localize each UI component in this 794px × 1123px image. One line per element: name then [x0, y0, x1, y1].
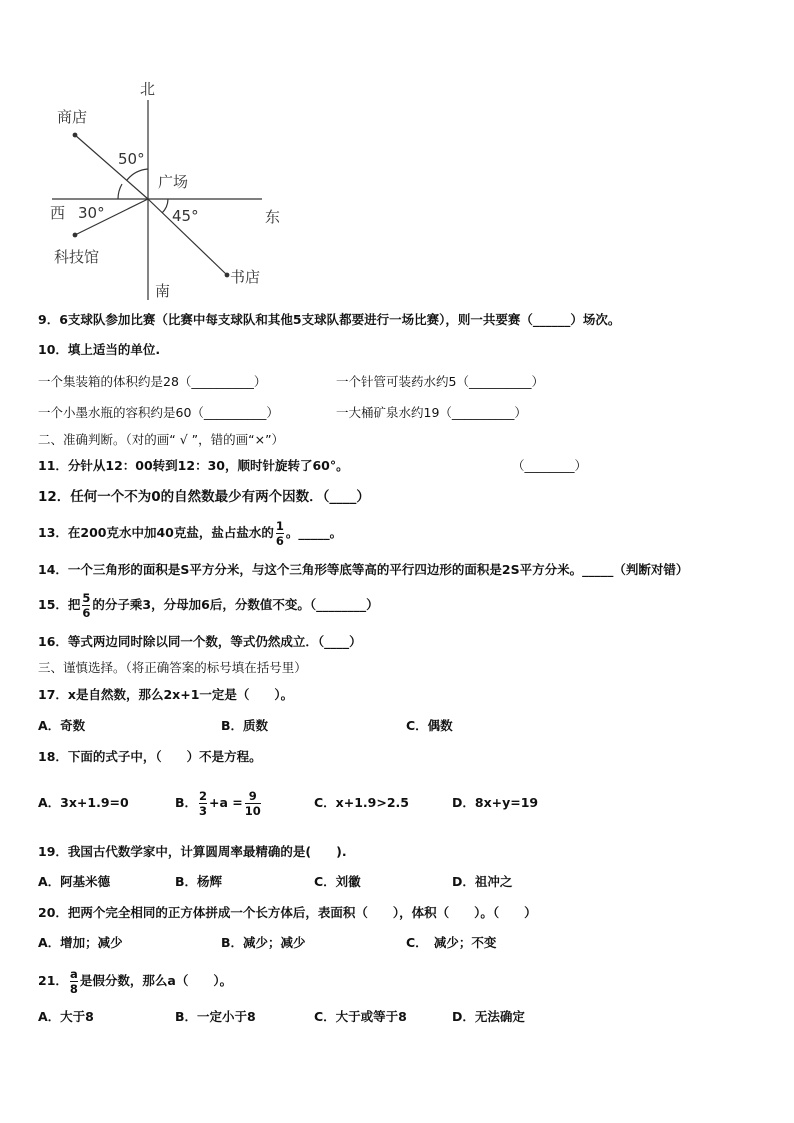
angle-shop-label: 50°: [118, 150, 145, 168]
center-label: 广场: [158, 173, 189, 191]
question-13-pre: 13．在200克水中加40克盐，盐占盐水的: [38, 525, 274, 540]
question-11: 11．分针从12：00转到12：30，顺时针旋转了60°。: [38, 458, 349, 473]
q17-option-b: B．质数: [221, 718, 269, 733]
question-17: 17．x是自然数，那么2x+1一定是（ ）。: [38, 687, 294, 702]
tech-label: 科技馆: [54, 248, 100, 266]
question-10-title: 10．填上适当的单位.: [38, 342, 161, 357]
question-10-d: 一大桶矿泉水约19（__________）: [336, 405, 527, 420]
angle-arc-shop: [127, 169, 148, 180]
east-label: 东: [265, 208, 281, 226]
q19-option-c: C．刘徽: [314, 874, 361, 889]
question-15-post: 的分子乘3，分母加6后，分数值不变。（________）: [92, 597, 379, 612]
question-10-c: 一个小墨水瓶的容积约是60（__________）: [38, 405, 279, 420]
q20-option-a: A．增加；减少: [38, 935, 123, 950]
angle-arc-tech: [118, 184, 122, 199]
q19-option-a: A．阿基米德: [38, 874, 111, 889]
section-3-heading: 三、谨慎选择。（将正确答案的标号填在括号里）: [38, 660, 307, 675]
q21-option-a: A．大于8: [38, 1009, 94, 1024]
fraction-5-6: [82, 592, 90, 619]
question-16: 16．等式两边同时除以同一个数，等式仍然成立．（____）: [38, 634, 362, 649]
fraction-1-6: [276, 520, 284, 547]
q17-option-a: A．奇数: [38, 718, 86, 733]
question-13-post: 。_____。: [285, 525, 343, 540]
question-15: [38, 588, 379, 622]
angle-book-label: 45°: [172, 207, 199, 225]
shop-point: [73, 133, 78, 138]
angle-arc-book: [162, 199, 168, 213]
q20-option-b: B．减少；减少: [221, 935, 306, 950]
fraction-9-10: $\frac{9}{10}$: [244, 789, 261, 818]
fraction-denominator: 6: [275, 534, 284, 548]
question-15-pre: 15．把: [38, 597, 81, 612]
question-10-b: 一个针管可装药水约5（__________）: [336, 374, 544, 389]
question-21-number: 21．: [38, 973, 68, 988]
question-12: 12．任何一个不为0的自然数最少有两个因数．（____）: [38, 489, 370, 505]
q21-option-c: C．大于或等于8: [314, 1009, 407, 1024]
south-label: 南: [155, 282, 171, 300]
option-letter: B．: [175, 795, 198, 810]
fraction-a-8: $\frac{a}{8}$: [69, 967, 78, 996]
bookstore-label: 书店: [230, 268, 261, 286]
question-20: 20．把两个完全相同的正方体拼成一个长方体后，表面积（ ），体积（ ）。（ ）: [38, 905, 537, 920]
question-18: 18．下面的式子中，（ ）不是方程。: [38, 749, 262, 764]
fraction-numerator: 5: [82, 591, 91, 605]
q21-option-b: B．一定小于8: [175, 1009, 256, 1024]
angle-tech-label: 30°: [78, 204, 105, 222]
direction-diagram: [40, 72, 340, 302]
shop-label: 商店: [57, 108, 88, 126]
question-14: 14．一个三角形的面积是S平方分米，与这个三角形等底等高的平行四边形的面积是2S平方分米。_____（判断对错）: [38, 562, 689, 577]
q20-option-c: C． 减少；不变: [406, 935, 497, 950]
q19-option-d: D．祖冲之: [452, 874, 513, 889]
question-13: [38, 516, 342, 550]
question-21-text: 是假分数，那么a（ ）。: [79, 973, 233, 988]
tech-point: [73, 233, 78, 238]
question-21: [38, 962, 232, 1000]
q18-option-d: D．8x+y=19: [452, 795, 539, 810]
q18-option-b: [175, 781, 263, 825]
question-10-a: 一个集装箱的体积约是28（__________）: [38, 374, 267, 389]
q19-option-b: B．杨辉: [175, 874, 223, 889]
bookstore-point: [225, 273, 230, 278]
q17-option-c: C．偶数: [406, 718, 453, 733]
question-9: 9．6支球队参加比赛（比赛中每支球队和其他5支球队都要进行一场比赛），则一共要赛（______）场次。: [38, 312, 621, 327]
q21-option-d: D．无法确定: [452, 1009, 525, 1024]
fraction-numerator: 1: [275, 519, 284, 533]
west-label: 西: [50, 204, 66, 222]
fraction-denominator: 6: [82, 606, 91, 620]
q18-option-a: A．3x+1.9=0: [38, 795, 129, 810]
question-19: 19．我国古代数学家中，计算圆周率最精确的是( ).: [38, 844, 347, 859]
equation-middle: +a =: [209, 795, 243, 810]
q18-option-c: C．x+1.9>2.5: [314, 795, 409, 810]
fraction-2-3: $\frac{2}{3}$: [199, 789, 208, 818]
question-11-blank: （________）: [512, 458, 588, 473]
section-2-heading: 二、准确判断。（对的画“ √ ”，错的画“×”）: [38, 432, 285, 447]
north-label: 北: [140, 80, 156, 98]
